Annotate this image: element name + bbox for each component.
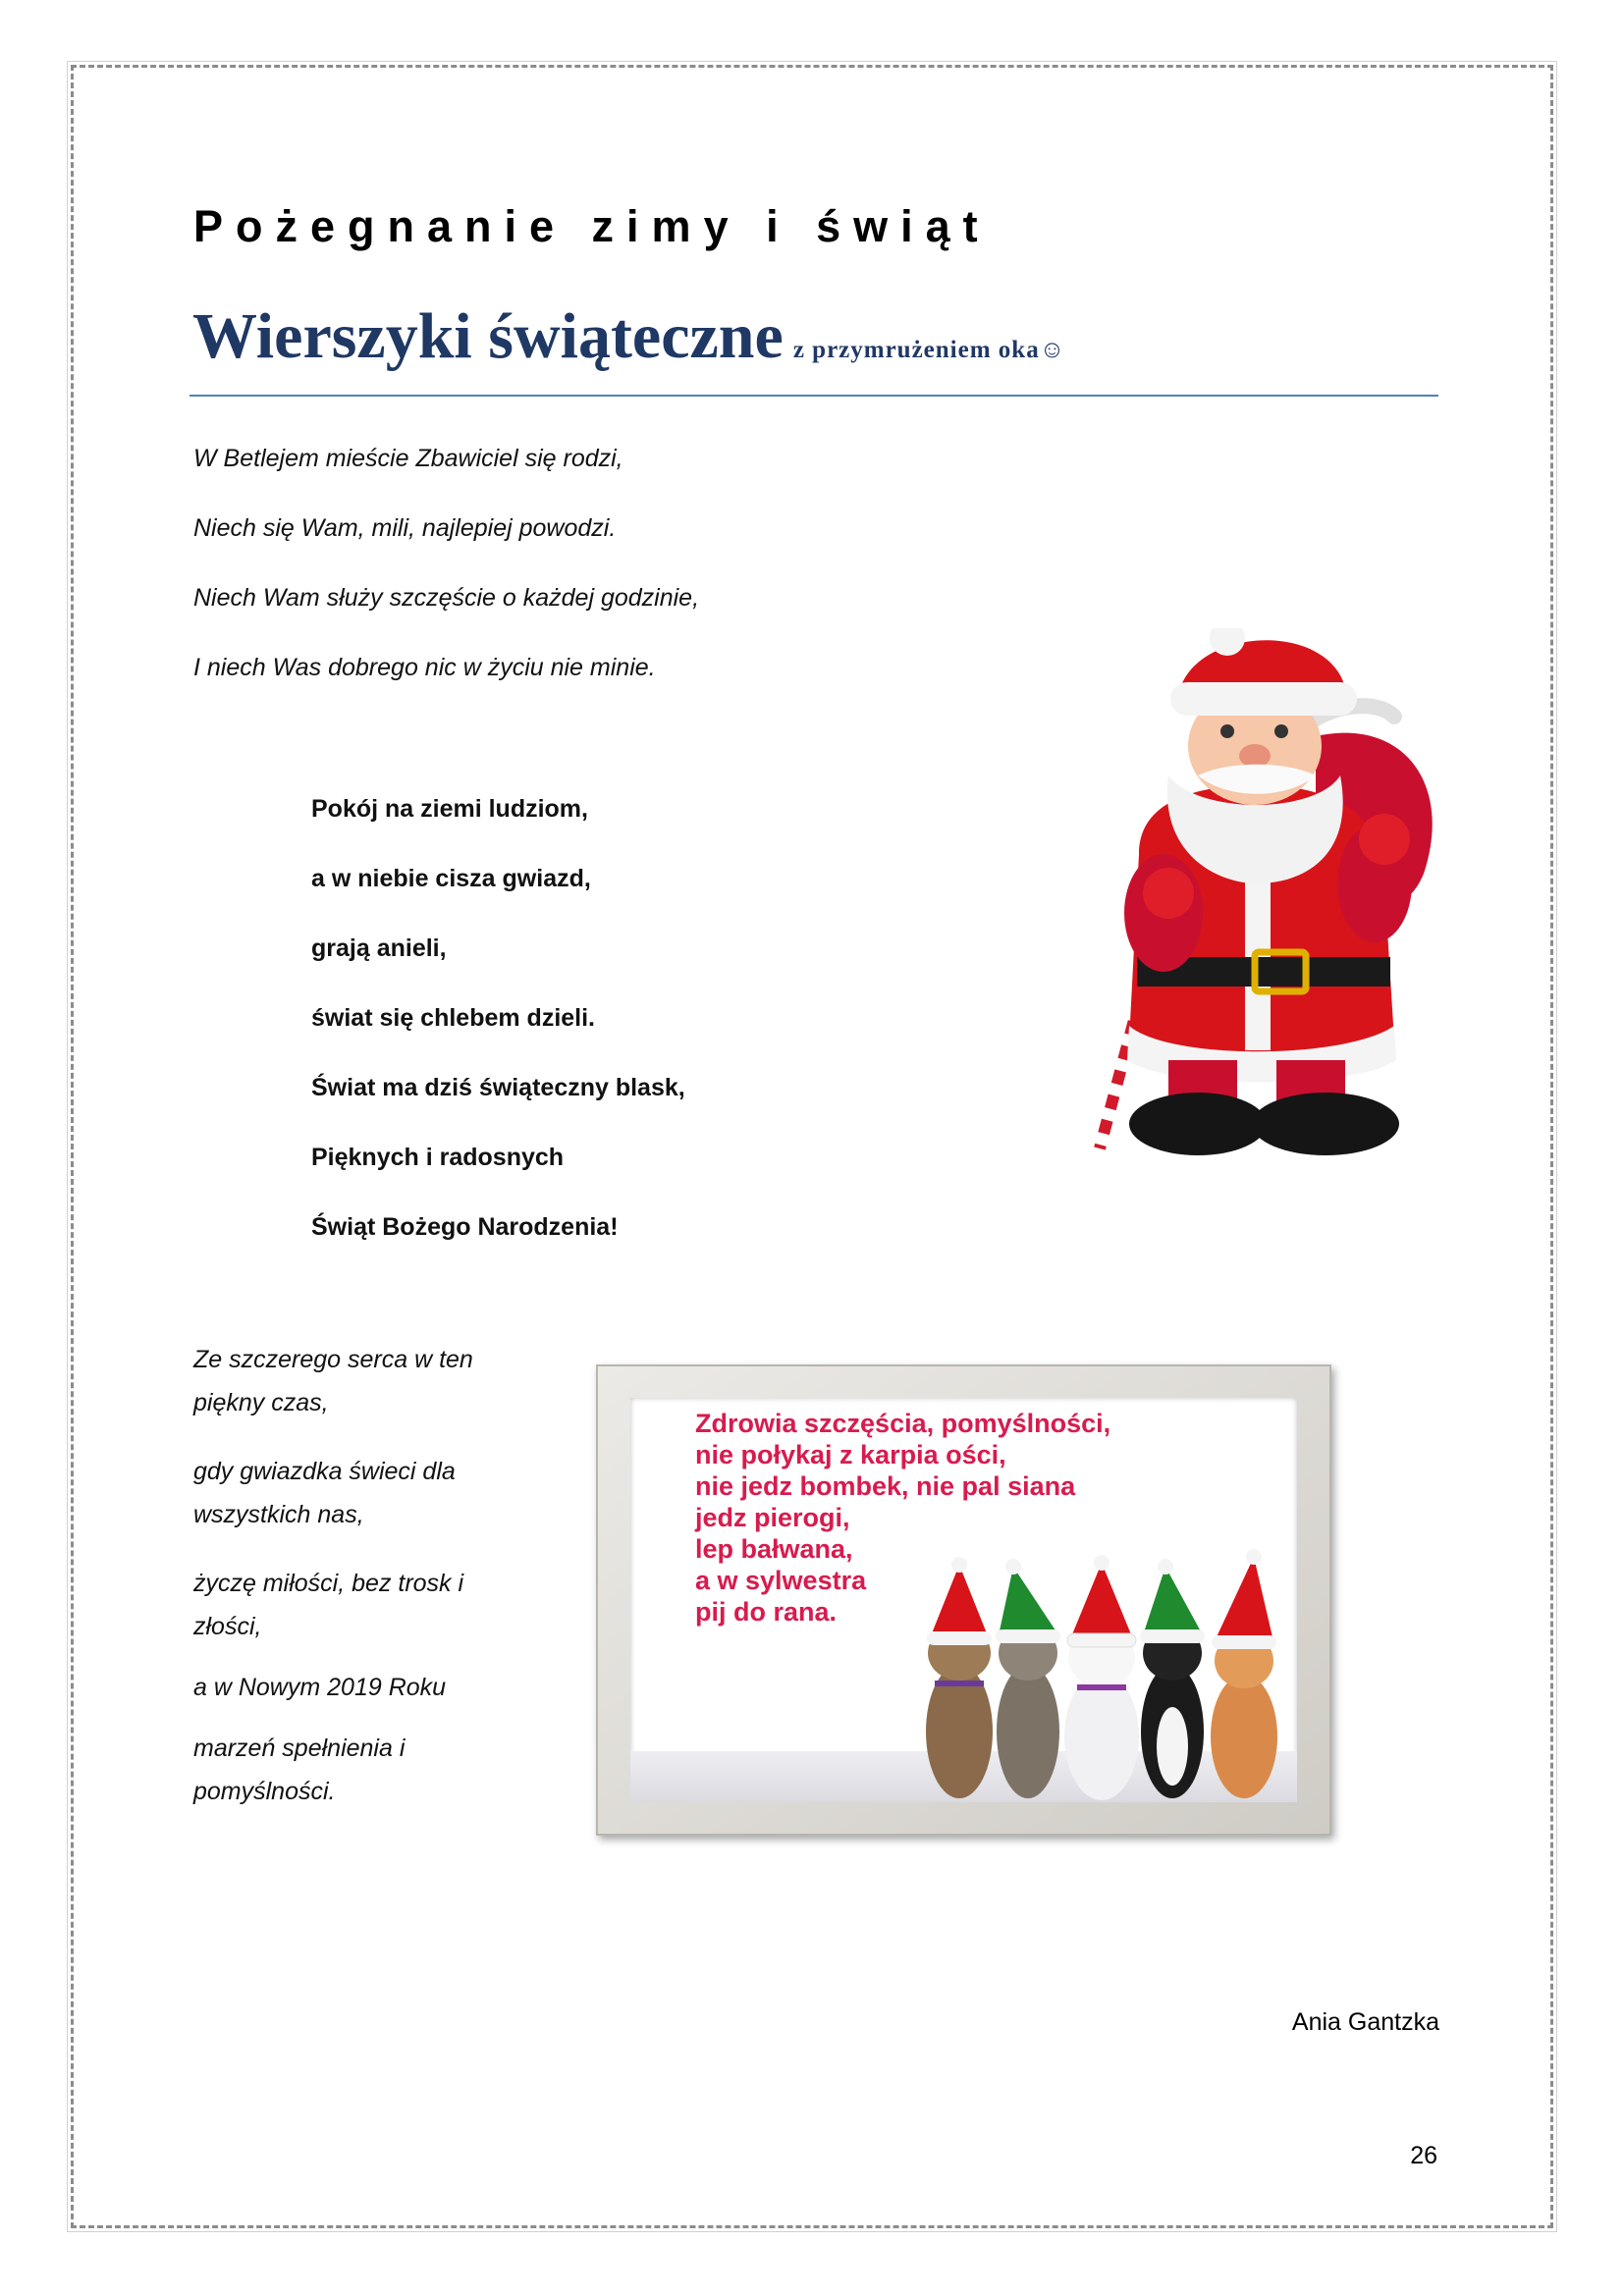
section-title: Pożegnanie zimy i świąt xyxy=(193,201,991,251)
heading-underline xyxy=(189,395,1438,397)
cat-icon xyxy=(1211,1549,1277,1798)
article-heading-main: Wierszyki świąteczne xyxy=(192,300,784,372)
cat-icon xyxy=(996,1559,1060,1798)
poem-line: życzę miłości, bez trosk i złości, xyxy=(193,1570,464,1640)
article-heading xyxy=(192,299,1065,374)
poem-three xyxy=(193,1338,527,1839)
poem-line: Niech się Wam, mili, najlepiej powodzi. xyxy=(193,514,617,542)
poem-line: Pokój na ziemi ludziom, xyxy=(311,795,588,823)
poem-line: Świat ma dziś świąteczny blask, xyxy=(311,1074,685,1101)
poem-line: a w niebie cisza gwiazd, xyxy=(311,865,591,892)
cats-in-hats-illustration xyxy=(915,1545,1288,1800)
cat-icon xyxy=(1140,1559,1205,1798)
cat-icon xyxy=(1064,1555,1139,1800)
poem-line: Ze szczerego serca w ten piękny czas, xyxy=(193,1346,473,1416)
poem-two xyxy=(311,774,685,1262)
card-line: pij do rana. xyxy=(695,1597,838,1627)
card-line: jedz pierogi, xyxy=(695,1503,850,1532)
page-number: 26 xyxy=(1410,2142,1437,2169)
greeting-card-picture xyxy=(630,1398,1297,1802)
poem-line: świat się chlebem dzieli. xyxy=(311,1004,596,1032)
cat-icon xyxy=(926,1557,993,1798)
card-line: nie jedz bombek, nie pal siana xyxy=(695,1471,1076,1501)
santa-claus-illustration xyxy=(1080,628,1453,1158)
poem-line: grają anieli, xyxy=(311,934,447,962)
card-line: nie połykaj z karpia ości, xyxy=(695,1440,1006,1469)
poem-line: Niech Wam służy szczęście o każdej godzinie, xyxy=(193,584,700,612)
poem-line: Świąt Bożego Narodzenia! xyxy=(311,1213,619,1241)
card-line: lep bałwana, xyxy=(695,1534,853,1564)
poem-line: a w Nowym 2019 Roku xyxy=(193,1674,447,1701)
poem-line: gdy gwiazdka świeci dla wszystkich nas, xyxy=(193,1458,456,1528)
card-line: a w sylwestra xyxy=(695,1566,867,1595)
article-heading-sub: z przymrużeniem oka☺ xyxy=(792,337,1066,363)
greeting-card xyxy=(596,1364,1331,1836)
card-line: Zdrowia szczęścia, pomyślności, xyxy=(695,1409,1111,1438)
poem-line: marzeń spełnienia i pomyślności. xyxy=(193,1735,406,1805)
poem-line: I niech Was dobrego nic w życiu nie minie. xyxy=(193,654,656,681)
poem-line: W Betlejem mieście Zbawiciel się rodzi, xyxy=(193,445,623,472)
poem-one xyxy=(193,424,699,703)
author-signature: Ania Gantzka xyxy=(1291,2008,1439,2036)
poem-line: Pięknych i radosnych xyxy=(311,1144,565,1171)
